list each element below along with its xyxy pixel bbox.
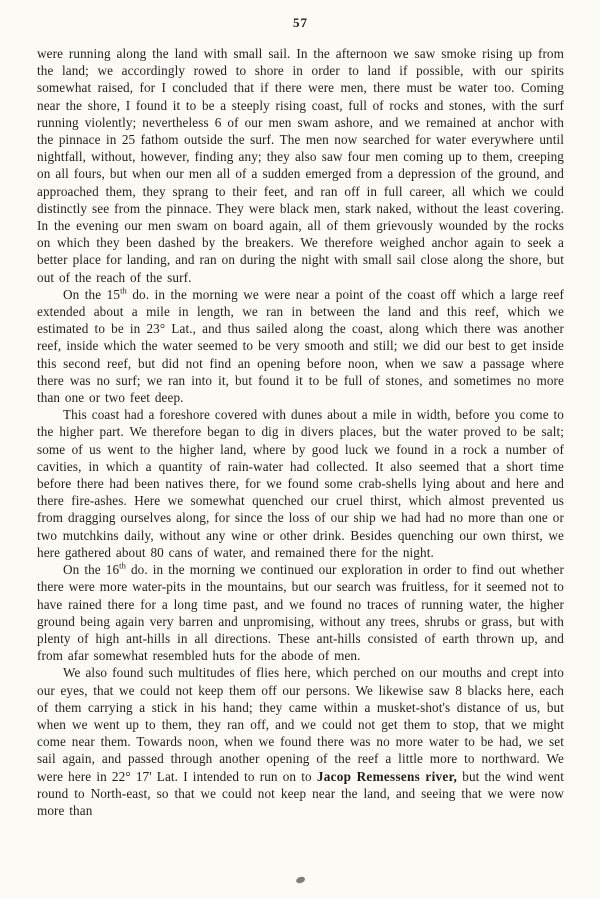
superscript-text: th bbox=[120, 285, 127, 296]
page-number: 57 bbox=[293, 15, 308, 30]
body-text: were running along the land with small sail. In the afternoon we saw smoke rising up from the land; we accordingly rowed to shore in order to land if possible, with our spirits somewhat raised, for I concluded that if there were men, there must be water too. Coming near the shore, I found it to be a steeply rising coast, full of rocks and stones, with the surf running violently; nevertheless 6 of our men swam ashore, and we remained at anchor with the pinnace in 25 fathom outside the surf. The men now searched for water everywhere until nightfall, without, however, finding any; they also saw four men coming up to them, creeping on all fours, but when our men all of a sudden emerged from a depression of the ground, and approached them, they sprang to their feet, and ran off in full career, all which we could distinctly see from the pinnace. They were black men, stark naked, without the least covering. In the evening our men swam on board again, all of them grievously wounded by the rocks on which they been dashed by the breakers. We therefore weighed anchor again to seek a better place for landing, and ran on during the night with small sail close along the shore, but out of the reach of the surf. bbox=[37, 46, 564, 285]
paragraph bbox=[37, 45, 564, 286]
body-text: On the 15 bbox=[63, 286, 121, 302]
body-text: On the 16 bbox=[63, 562, 120, 578]
paragraph bbox=[37, 561, 564, 664]
scan-artifact-mark bbox=[295, 876, 305, 884]
paragraph bbox=[37, 664, 564, 819]
body-text: do. in the morning we continued our exploration in order to find out whether there were more water-pits in the mountains, but our search was fruitless, for it seemed not to have rained there for a long time past, and we found no traces of running water, the higher ground being again very barren and unpromising, without any trees, shrubs or grass, but with plenty of high ant-hills in all directions. These ant-hills consisted of earth thrown up, and from afar somewhat resembled huts for the abode of men. bbox=[37, 562, 564, 664]
body-text: do. in the morning we were near a point of the coast off which a large reef extended about a mile in length, we ran in between the land and this reef, which we estimated to be in 23° Lat., and thus sailed along the coast, along which there was another reef, inside which the water seemed to be very smooth and still; we did our best to get inside this second reef, but did not find an opening before noon, when we saw a passage where there was no surf; we ran into it, but found it to be full of stones, and sometimes no more than one or two feet deep. bbox=[37, 286, 564, 406]
page-text bbox=[37, 45, 564, 819]
body-text: We also found such multitudes of flies here, which perched on our mouths and crept into our eyes, that we could not keep them off our persons. We likewise saw 8 blacks here, each of them carrying a stick in his hand; they came within a musket-shot's distance of us, but when we went up to them, they ran off, and we could not get them to stop, that we might come near them. Towards noon, when we found there was no more water to be had, we set sail again, and passed through another opening of the reef a little more to northward. We were here in 22° 17' Lat. I intended to run on to bbox=[37, 665, 564, 784]
paragraph bbox=[37, 286, 564, 406]
body-text: This coast had a foreshore covered with dunes about a mile in width, before you come to the higher part. We therefore began to dig in divers places, but the water proved to be salt; some of us went to the higher land, where by good luck we found in a rock a number of cavities, in which a quantity of rain-water had collected. It also seemed that a short time before there had been natives there, for we found some crab-shells lying about and here and there fire-ashes. Here we somewhat quenched our cruel thirst, which almost prevented us from dragging ourselves along, for since the loss of our ship we had had no more than one or two mutchkins daily, without any wine or other drink. Besides quenching our own thirst, we here gathered about 80 cans of water, and remained there for the night. bbox=[37, 407, 564, 560]
paragraph bbox=[37, 406, 564, 561]
body-text: but the wind went round to North-east, so that we could not keep near the land, and seeing that we were now more than bbox=[37, 768, 564, 818]
superscript-text: th bbox=[119, 560, 126, 571]
bold-text: Jacop Remessens river, bbox=[316, 768, 458, 784]
